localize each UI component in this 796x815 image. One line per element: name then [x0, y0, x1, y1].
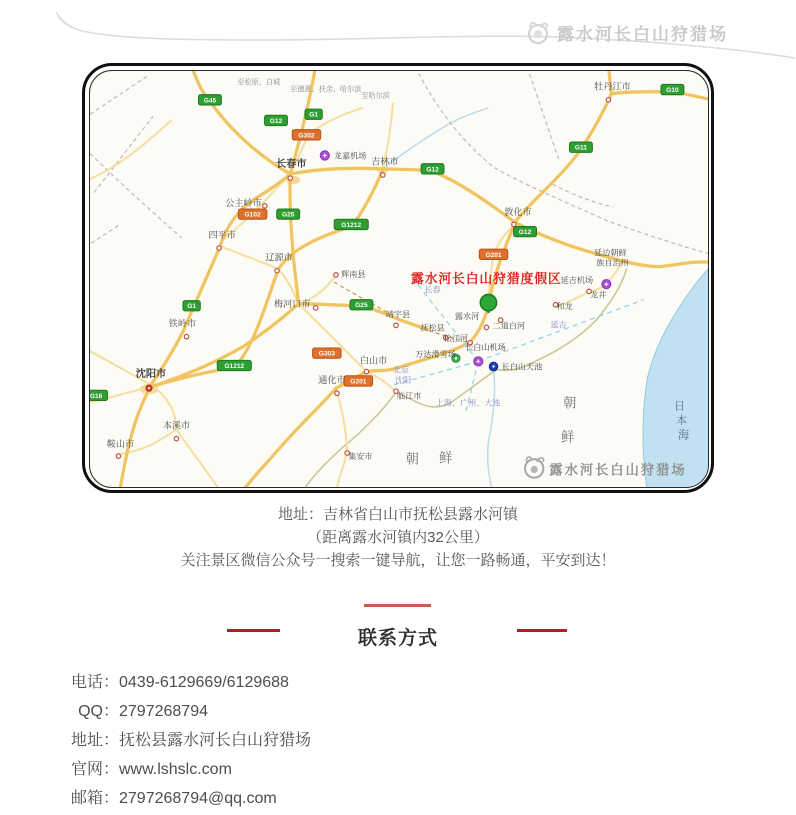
svg-text:G201: G201: [350, 378, 367, 386]
svg-text:G10: G10: [666, 86, 679, 95]
map-label: 长白山天池: [501, 362, 543, 372]
svg-text:G302: G302: [298, 132, 315, 140]
contact-label: 官网: [70, 761, 103, 778]
map-label: 敦化市: [504, 207, 532, 218]
contact-label: 地址: [70, 732, 103, 749]
highway-badge-g12: [514, 226, 537, 236]
svg-text:G12: G12: [518, 229, 532, 237]
airport-icon: [320, 151, 329, 160]
contact-list: [66, 668, 311, 813]
city-dot-marker: [364, 369, 368, 374]
map-label: 延吉机场: [560, 276, 594, 286]
highway-badge-g11: [570, 142, 593, 152]
highway-badge-g302: [292, 130, 320, 140]
resort-icon: [480, 294, 496, 313]
contact-row: [66, 668, 311, 697]
contact-value: ：2797268794@qq.com: [103, 790, 277, 807]
address-block: [0, 503, 796, 572]
city-dot-marker: [174, 436, 178, 441]
map-label: 本溪市: [162, 420, 191, 431]
airport-icon: [474, 357, 483, 366]
address-line-2: （距离露水河镇内32公里）: [307, 529, 489, 546]
map-label: 至德惠、扶余、哈尔滨: [290, 85, 362, 94]
contact-row: [66, 726, 311, 755]
map-label: 延边朝鲜: [594, 248, 627, 258]
map-label: 延吉: [550, 320, 567, 330]
map-label: 至哈尔滨: [361, 91, 390, 100]
map-label: 朝: [405, 451, 419, 467]
highway-badge-g1: [183, 301, 200, 311]
svg-text:G1212: G1212: [224, 362, 245, 370]
highway-badge-g25: [277, 209, 300, 219]
map-label: 通化市: [318, 374, 346, 386]
railways: [90, 71, 708, 254]
airport-icon: [602, 280, 611, 289]
map-watermark-logo: [525, 457, 543, 478]
contact-label: 邮箱: [70, 790, 103, 807]
map-label: 沈阳: [394, 375, 412, 386]
accent-right-line: [517, 629, 567, 632]
contact-row: [66, 784, 311, 813]
map-label: 松江河: [443, 333, 469, 343]
map-label: 鲜: [561, 429, 575, 445]
highway-badge-g201: [479, 249, 507, 259]
highway-badge-g45: [199, 95, 222, 105]
road-map: [89, 70, 709, 488]
svg-text:G45: G45: [203, 97, 217, 105]
highway-badge-g201: [344, 376, 372, 386]
city-dot-marker: [313, 306, 317, 311]
map-label: 北京: [392, 365, 410, 375]
svg-text:G25: G25: [281, 211, 295, 219]
map-label: 和龙: [556, 301, 573, 311]
city-dot-marker: [381, 173, 385, 178]
svg-text:G16: G16: [90, 392, 103, 400]
map-label: 吉林市: [371, 156, 399, 167]
map-label: 鲜: [439, 450, 453, 466]
map-label: 族自治州: [596, 258, 629, 268]
map-card: [82, 63, 714, 493]
city-dot-marker: [606, 98, 610, 103]
contact-label: QQ: [78, 703, 103, 720]
svg-text:G12: G12: [269, 117, 283, 125]
svg-text:G1: G1: [187, 303, 197, 311]
map-label: 露水河: [454, 312, 480, 322]
contact-value: ：抚松县露水河长白山狩猎场: [103, 732, 312, 749]
map-label: 辉南县: [341, 269, 366, 279]
map-label: 辽源市: [265, 252, 293, 263]
map-label: 长春市: [276, 158, 307, 170]
city-dot-marker: [394, 323, 398, 328]
map-label: 集安市: [348, 452, 373, 462]
map-label: 万达滑雪场: [415, 350, 456, 360]
svg-text:G201: G201: [485, 251, 502, 259]
highway-badge-g1212: [217, 360, 251, 370]
city-dot-marker: [288, 176, 292, 181]
map-label: 白山市: [359, 355, 388, 366]
map-label: 靖宇县: [385, 310, 411, 320]
highway-badge-g16: [90, 390, 108, 400]
city-dot-marker: [334, 273, 338, 278]
map-label: 龙井: [590, 290, 607, 300]
contact-value: ：www.lshslc.com: [103, 761, 232, 778]
map-label: 日: [673, 400, 686, 413]
map-label: 沈阳市: [135, 368, 167, 380]
hunting-ground-logo-icon: [523, 18, 551, 46]
city-star-icon: [146, 385, 152, 391]
brand-watermark-text: 露水河长白山狩猎场: [557, 24, 728, 44]
map-label: 朝: [563, 395, 577, 411]
contact-value: ：2797268794: [103, 703, 208, 720]
contact-section-header: [0, 593, 796, 663]
accent-top-line: [364, 604, 431, 607]
map-label: 抚松县: [420, 323, 445, 333]
accent-left-line: [227, 629, 280, 632]
map-label: 铁岭市: [168, 318, 197, 329]
svg-text:G1: G1: [309, 111, 319, 119]
contact-row: [66, 697, 311, 726]
city-dot-marker: [116, 454, 120, 459]
map-label: 二道白河: [492, 321, 526, 331]
svg-text:G1212: G1212: [341, 221, 362, 229]
resort-label: 露水河长白山狩猎度假区: [411, 271, 562, 287]
map-label: 长白山机场: [465, 343, 506, 353]
map-label: 长春: [424, 285, 441, 295]
svg-text:G12: G12: [426, 166, 439, 174]
map-label: 上海、广州、大连: [435, 398, 501, 408]
svg-text:G303: G303: [318, 350, 335, 358]
highway-badge-g10: [661, 84, 684, 94]
highway-badge-g1: [305, 109, 322, 119]
map-label: 本: [675, 415, 688, 428]
map-label: 鞍山市: [106, 438, 135, 449]
city-dot-marker: [275, 268, 279, 273]
city-dot-marker: [484, 325, 488, 330]
highway-badge-g12: [421, 164, 444, 174]
map-label: 龙嘉机场: [333, 151, 367, 161]
svg-text:G25: G25: [355, 302, 368, 310]
svg-text:G11: G11: [574, 144, 587, 152]
map-label: 四平市: [208, 229, 236, 240]
address-line-1: 地址：吉林省白山市抚松县露水河镇: [277, 506, 518, 523]
address-line-3: 关注景区微信公众号一搜索一键导航，让您一路畅通，平安到达！: [180, 552, 616, 569]
highway-badge-g303: [313, 348, 341, 358]
highway-badge-g1212: [334, 219, 368, 229]
city-dot-marker: [217, 246, 221, 251]
highway-badge-g102: [238, 209, 266, 219]
highway-badge-g12: [265, 115, 288, 125]
highway-badge-g25: [350, 300, 373, 310]
city-dot-marker: [184, 334, 188, 339]
map-label: 至松原、白城: [237, 78, 281, 87]
contact-section-title: 联系方式: [357, 628, 438, 649]
city-dot-marker: [335, 391, 339, 396]
map-label: 公主岭市: [225, 197, 262, 208]
sea-of-japan: [643, 265, 708, 487]
map-label: 临江市: [396, 391, 422, 401]
map-watermark-text: 露水河长白山狩猎场: [549, 462, 687, 478]
contact-label: 电话: [70, 674, 103, 691]
svg-text:G102: G102: [244, 211, 261, 219]
lake-icon: [489, 362, 498, 371]
map-label: 海: [678, 429, 690, 442]
contact-value: ：0439-6129669/6129688: [103, 674, 289, 691]
brand-watermark: [523, 18, 728, 46]
contact-row: [66, 755, 311, 784]
map-label: 牡丹江市: [594, 81, 631, 92]
map-label: 梅河口市: [274, 298, 311, 309]
city-dot-marker: [263, 204, 267, 209]
